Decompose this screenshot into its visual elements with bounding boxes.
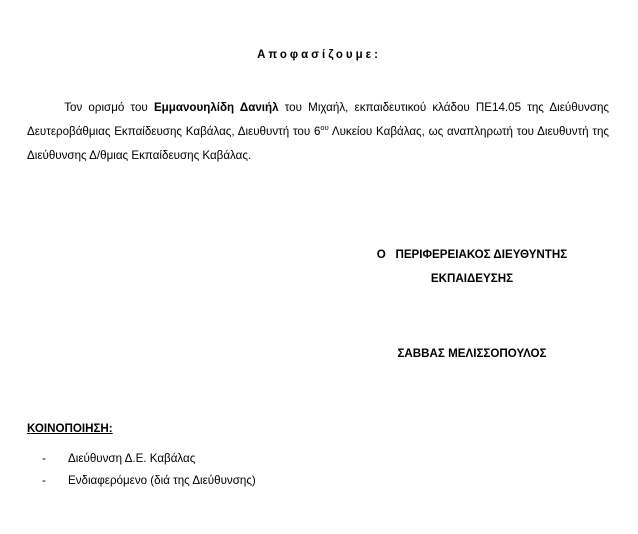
- signatory-name: ΣΑΒΒΑΣ ΜΕΛΙΣΣΟΠΟΥΛΟΣ: [397, 347, 547, 360]
- paragraph-mid: του Μιχαήλ, εκπαιδευτικού κλάδου ΠΕ14.05 της Διεύθυνσης Δευτεροβάθμιας Εκπαίδευσης Καβάλας, Διευθυντή του 6: [27, 101, 610, 138]
- ordinal-superscript: ου: [320, 123, 329, 132]
- signature-title-line1: Ο ΠΕΡΙΦΕΡΕΙΑΚΟΣ ΔΙΕΥΘΥΝΤΗΣ: [376, 248, 568, 261]
- decision-heading: Αποφασίζουμε:: [257, 49, 381, 61]
- distribution-item-text: Διεύθυνση Δ.Ε. Καβάλας: [68, 452, 196, 465]
- appointee-name: Εμμανουηλίδη Δανιήλ: [153, 101, 279, 114]
- signature-title-line2: ΕΚΠΑΙΔΕΥΣΗΣ: [430, 272, 514, 285]
- paragraph-tail: Λυκείου Καβάλας, ως αναπληρωτή του Διευθυντή της Διεύθυνσης Δ/θμιας Εκπαίδευσης Καβάλας.: [27, 125, 609, 162]
- list-bullet: -: [42, 452, 46, 465]
- distribution-item-text: Ενδιαφερόμενο (διά της Διεύθυνσης): [68, 474, 256, 487]
- decision-paragraph: [27, 96, 609, 168]
- distribution-item: [42, 474, 256, 487]
- distribution-title: ΚΟΙΝΟΠΟΙΗΣΗ:: [27, 422, 113, 435]
- paragraph-lead: Τον ορισμό του: [64, 101, 154, 114]
- distribution-item: [42, 452, 195, 465]
- list-bullet: -: [42, 474, 46, 487]
